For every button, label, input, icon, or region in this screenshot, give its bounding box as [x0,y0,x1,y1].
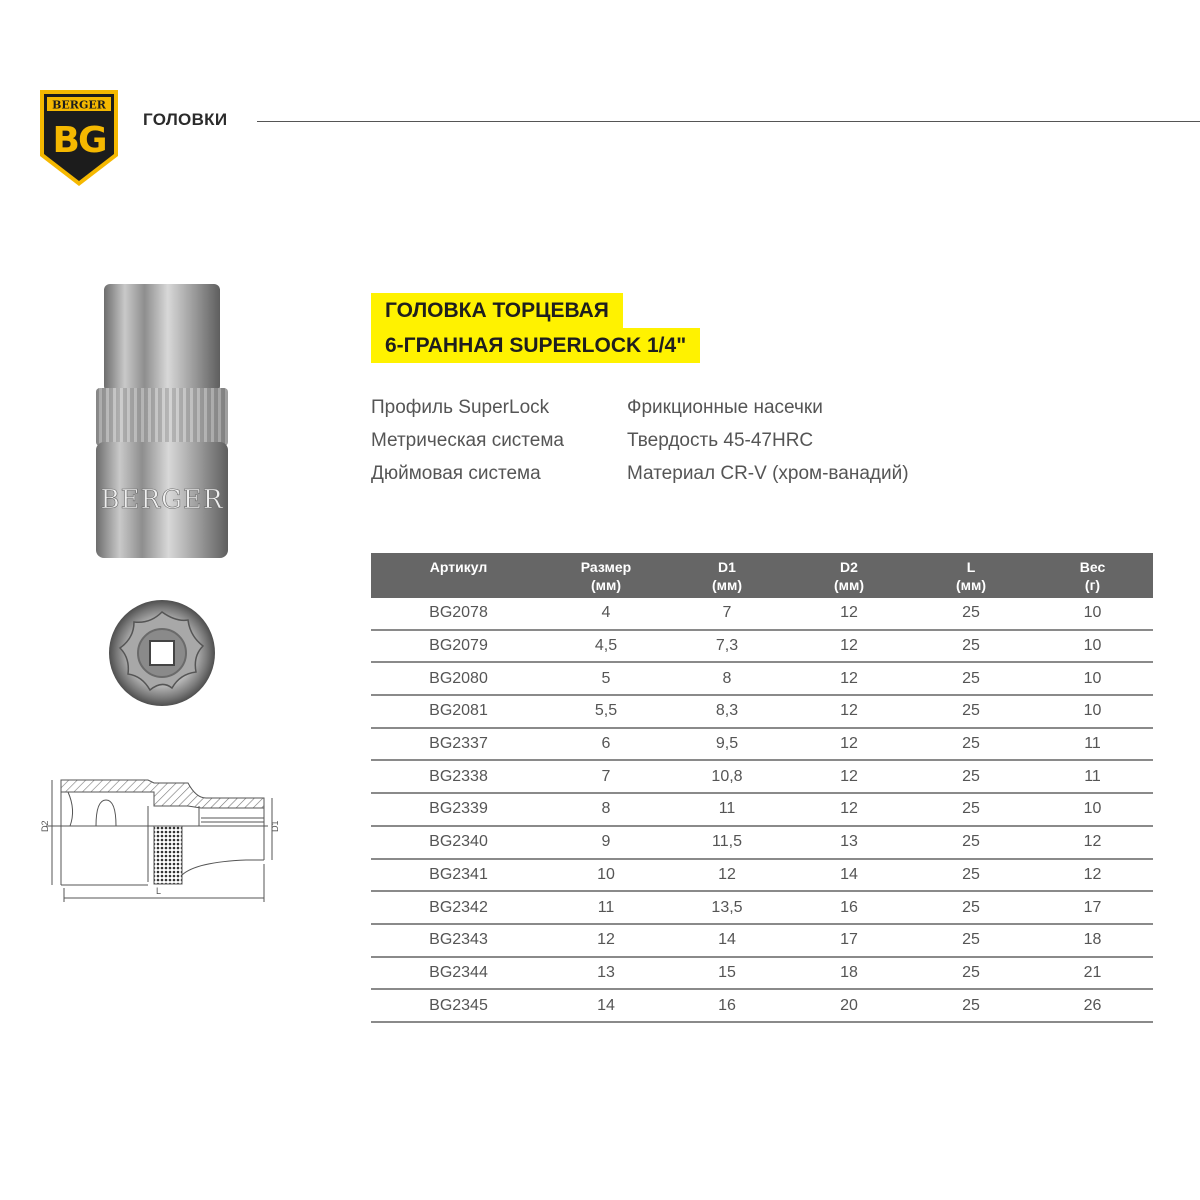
cell-d1: 7 [666,598,788,630]
table-row [371,826,1153,859]
cell-size: 4,5 [546,630,666,663]
table-row [371,891,1153,924]
feature-item: Твердость 45-47HRC [627,430,814,451]
table-row [371,859,1153,892]
cell-weight: 11 [1032,728,1153,761]
cell-article: BG2341 [371,859,546,892]
product-title [371,293,700,363]
cell-length: 25 [910,728,1032,761]
cell-d1: 15 [666,957,788,990]
product-title-line2: 6-ГРАННАЯ SUPERLOCK 1/4" [371,328,700,363]
table-row [371,924,1153,957]
cell-article: BG2340 [371,826,546,859]
table-row [371,957,1153,990]
table-row [371,630,1153,663]
cell-length: 25 [910,989,1032,1022]
cell-d1: 11,5 [666,826,788,859]
cell-length: 25 [910,760,1032,793]
cell-length: 25 [910,793,1032,826]
col-header-weight: Вес (г) [1032,553,1153,598]
feature-item: Фрикционные насечки [627,397,823,418]
cell-length: 25 [910,662,1032,695]
cell-length: 25 [910,891,1032,924]
cell-weight: 10 [1032,695,1153,728]
cell-d1: 14 [666,924,788,957]
section-title: ГОЛОВКИ [143,110,228,129]
socket-technical-drawing [36,770,286,910]
cell-d2: 14 [788,859,910,892]
cell-d1: 9,5 [666,728,788,761]
cell-d1: 8 [666,662,788,695]
cell-article: BG2337 [371,728,546,761]
table-row [371,793,1153,826]
cell-article: BG2343 [371,924,546,957]
socket-engraving: BERGER [100,485,224,515]
cell-length: 25 [910,826,1032,859]
cell-article: BG2342 [371,891,546,924]
cell-weight: 12 [1032,859,1153,892]
spec-table [371,553,1153,1023]
cell-d2: 12 [788,728,910,761]
cell-size: 10 [546,859,666,892]
cell-d2: 12 [788,793,910,826]
cell-size: 14 [546,989,666,1022]
cell-size: 8 [546,793,666,826]
socket-top-photo [92,598,232,708]
feature-list [371,396,987,486]
feature-item: Материал CR-V (хром-ванадий) [627,463,909,484]
table-row [371,695,1153,728]
cell-article: BG2345 [371,989,546,1022]
cell-d1: 8,3 [666,695,788,728]
cell-size: 4 [546,598,666,630]
cell-size: 6 [546,728,666,761]
feature-item: Дюймовая система [371,463,541,484]
cell-size: 11 [546,891,666,924]
col-header-length: L (мм) [910,553,1032,598]
col-header-article: Артикул [371,553,546,598]
cell-d1: 10,8 [666,760,788,793]
cell-size: 9 [546,826,666,859]
cell-size: 5,5 [546,695,666,728]
cell-article: BG2080 [371,662,546,695]
cell-article: BG2344 [371,957,546,990]
cell-d2: 12 [788,630,910,663]
berger-logo [38,88,120,188]
cell-d2: 12 [788,760,910,793]
feature-item: Метрическая система [371,430,564,451]
cell-d1: 11 [666,793,788,826]
cell-d1: 13,5 [666,891,788,924]
cell-weight: 18 [1032,924,1153,957]
cell-weight: 26 [1032,989,1153,1022]
feature-item: Профиль SuperLock [371,397,550,418]
cell-weight: 21 [1032,957,1153,990]
cell-length: 25 [910,598,1032,630]
cell-d2: 13 [788,826,910,859]
socket-side-photo [92,282,232,562]
logo-monogram: BG [52,120,106,161]
cell-d1: 16 [666,989,788,1022]
cell-d2: 12 [788,695,910,728]
cell-d2: 12 [788,662,910,695]
cell-weight: 11 [1032,760,1153,793]
cell-article: BG2338 [371,760,546,793]
cell-length: 25 [910,957,1032,990]
cell-length: 25 [910,695,1032,728]
cell-d2: 12 [788,598,910,630]
table-row [371,760,1153,793]
table-row [371,728,1153,761]
header-divider [257,121,1200,122]
spec-table-body [371,598,1153,1022]
cell-article: BG2081 [371,695,546,728]
cell-weight: 17 [1032,891,1153,924]
cell-length: 25 [910,630,1032,663]
logo-text: BERGER [52,98,106,112]
label-d2: D2 [40,820,50,832]
cell-article: BG2339 [371,793,546,826]
table-row [371,598,1153,630]
product-title-line1: ГОЛОВКА ТОРЦЕВАЯ [371,293,623,328]
cell-size: 12 [546,924,666,957]
cell-d1: 12 [666,859,788,892]
col-header-size: Размер (мм) [546,553,666,598]
col-header-d1: D1 (мм) [666,553,788,598]
table-row [371,662,1153,695]
cell-size: 5 [546,662,666,695]
cell-weight: 10 [1032,793,1153,826]
cell-length: 25 [910,859,1032,892]
cell-size: 13 [546,957,666,990]
cell-d2: 17 [788,924,910,957]
col-header-d2: D2 (мм) [788,553,910,598]
cell-d2: 18 [788,957,910,990]
table-header-row [371,553,1153,598]
cell-d1: 7,3 [666,630,788,663]
cell-weight: 10 [1032,662,1153,695]
cell-article: BG2079 [371,630,546,663]
cell-d2: 16 [788,891,910,924]
label-l: L [156,886,162,896]
cell-weight: 12 [1032,826,1153,859]
cell-size: 7 [546,760,666,793]
cell-d2: 20 [788,989,910,1022]
cell-weight: 10 [1032,598,1153,630]
cell-length: 25 [910,924,1032,957]
cell-article: BG2078 [371,598,546,630]
table-row [371,989,1153,1022]
label-d1: D1 [270,820,280,832]
cell-weight: 10 [1032,630,1153,663]
